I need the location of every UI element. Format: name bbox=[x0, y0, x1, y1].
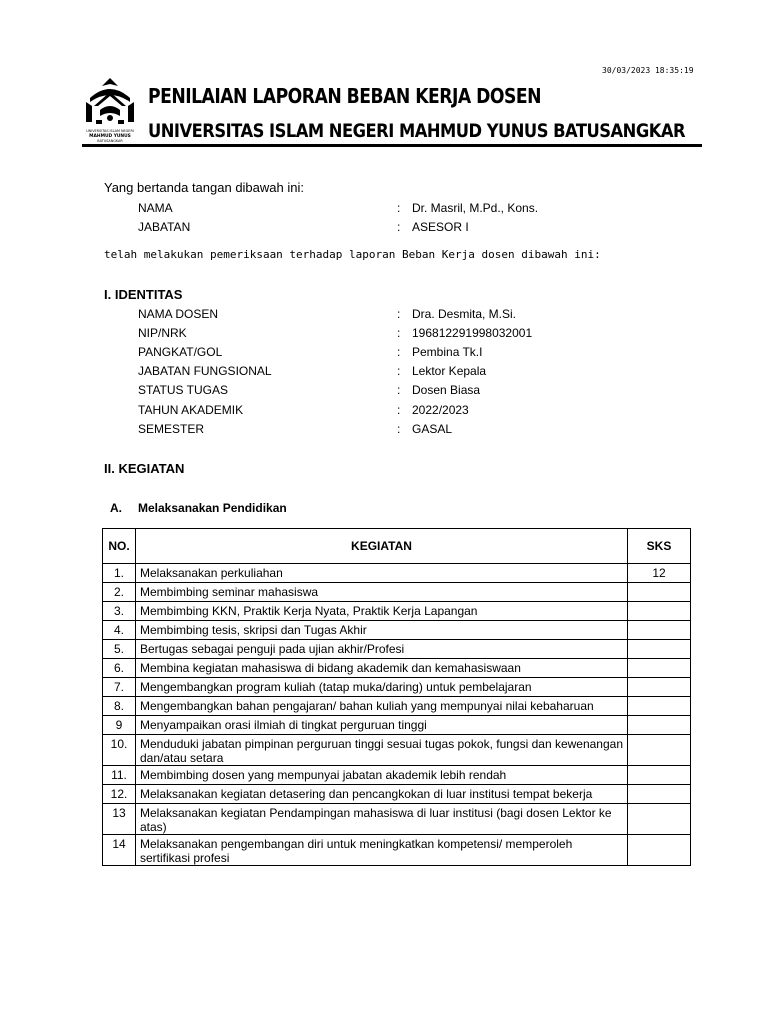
row-number: 12. bbox=[103, 785, 136, 804]
row-number: 9 bbox=[103, 716, 136, 735]
logo-text-line-2: MAHMUD YUNUS bbox=[89, 134, 131, 139]
row-sks bbox=[628, 716, 691, 735]
identitas-heading: I. IDENTITAS bbox=[104, 287, 183, 302]
table-row bbox=[103, 564, 691, 583]
colon: : bbox=[397, 364, 401, 378]
jabatan-fungsional-value: Lektor Kepala bbox=[412, 364, 487, 378]
semester-label: SEMESTER bbox=[138, 422, 205, 436]
colon: : bbox=[397, 307, 401, 321]
row-number: 13 bbox=[103, 804, 136, 835]
row-number: 3. bbox=[103, 602, 136, 621]
signer-name-value: Dr. Masril, M.Pd., Kons. bbox=[412, 201, 539, 215]
institution-name: UNIVERSITAS ISLAM NEGERI MAHMUD YUNUS BATUSANGKAR bbox=[148, 120, 686, 142]
row-number: 5. bbox=[103, 640, 136, 659]
signer-position-label: JABATAN bbox=[138, 220, 191, 234]
table-header-row bbox=[103, 529, 691, 564]
row-number: 4. bbox=[103, 621, 136, 640]
column-header-sks: SKS bbox=[628, 529, 691, 564]
row-number: 1. bbox=[103, 564, 136, 583]
header-divider bbox=[82, 144, 702, 147]
table-row bbox=[103, 659, 691, 678]
row-sks bbox=[628, 804, 691, 835]
row-sks bbox=[628, 785, 691, 804]
table-row bbox=[103, 804, 691, 835]
row-activity: Melaksanakan kegiatan Pendampingan mahasiswa di luar institusi (bagi dosen Lektor ke atas) bbox=[136, 804, 628, 835]
tahun-akademik-label: TAHUN AKADEMIK bbox=[138, 403, 244, 417]
row-activity: Membimbing tesis, skripsi dan Tugas Akhir bbox=[136, 621, 628, 640]
colon: : bbox=[397, 345, 401, 359]
table-row bbox=[103, 785, 691, 804]
row-number: 8. bbox=[103, 697, 136, 716]
statement-text: telah melakukan pemeriksaan terhadap laporan Beban Kerja dosen dibawah ini: bbox=[104, 248, 601, 261]
row-activity: Menduduki jabatan pimpinan perguruan tinggi sesuai tugas pokok, fungsi dan kewenangan dan/atau setara bbox=[136, 735, 628, 766]
row-activity: Membina kegiatan mahasiswa di bidang akademik dan kemahasiswaan bbox=[136, 659, 628, 678]
section-a-letter: A. bbox=[110, 501, 122, 515]
row-activity: Menyampaikan orasi ilmiah di tingkat perguruan tinggi bbox=[136, 716, 628, 735]
colon: : bbox=[397, 383, 401, 397]
row-number: 7. bbox=[103, 678, 136, 697]
kegiatan-heading: II. KEGIATAN bbox=[104, 461, 185, 476]
pangkat-label: PANGKAT/GOL bbox=[138, 345, 223, 359]
kegiatan-table bbox=[102, 528, 691, 866]
row-activity: Melaksanakan kegiatan detasering dan pencangkokan di luar institusi tempat bekerja bbox=[136, 785, 628, 804]
logo-text-line-1: UNIVERSITAS ISLAM NEGERI bbox=[86, 129, 134, 133]
status-tugas-label: STATUS TUGAS bbox=[138, 383, 229, 397]
table-row bbox=[103, 583, 691, 602]
colon: : bbox=[397, 326, 401, 340]
row-number: 10. bbox=[103, 735, 136, 766]
row-sks bbox=[628, 640, 691, 659]
university-logo bbox=[82, 76, 138, 144]
table-row bbox=[103, 716, 691, 735]
document-title: PENILAIAN LAPORAN BEBAN KERJA DOSEN bbox=[148, 84, 542, 108]
logo-text-line-3: BATUSANGKAR bbox=[97, 139, 123, 143]
semester-value: GASAL bbox=[412, 422, 453, 436]
row-number: 2. bbox=[103, 583, 136, 602]
signer-position-value: ASESOR I bbox=[412, 220, 469, 234]
status-tugas-value: Dosen Biasa bbox=[412, 383, 481, 397]
nip-value: 196812291998032001 bbox=[412, 326, 533, 340]
table-row bbox=[103, 766, 691, 785]
nama-dosen-label: NAMA DOSEN bbox=[138, 307, 219, 321]
tahun-akademik-value: 2022/2023 bbox=[412, 403, 469, 417]
row-sks bbox=[628, 678, 691, 697]
row-sks bbox=[628, 735, 691, 766]
signer-name-label: NAMA bbox=[138, 201, 173, 215]
row-sks bbox=[628, 697, 691, 716]
timestamp: 30/03/2023 18:35:19 bbox=[602, 66, 694, 75]
row-number: 14 bbox=[103, 835, 136, 866]
row-sks: 12 bbox=[628, 564, 691, 583]
row-sks bbox=[628, 659, 691, 678]
row-sks bbox=[628, 602, 691, 621]
row-activity: Mengembangkan bahan pengajaran/ bahan kuliah yang mempunyai nilai kebaharuan bbox=[136, 697, 628, 716]
row-activity: Membimbing seminar mahasiswa bbox=[136, 583, 628, 602]
row-activity: Bertugas sebagai penguji pada ujian akhir/Profesi bbox=[136, 640, 628, 659]
table-row bbox=[103, 602, 691, 621]
row-sks bbox=[628, 835, 691, 866]
column-header-no: NO. bbox=[103, 529, 136, 564]
colon: : bbox=[397, 201, 401, 215]
table-row bbox=[103, 735, 691, 766]
nip-label: NIP/NRK bbox=[138, 326, 187, 340]
column-header-kegiatan: KEGIATAN bbox=[136, 529, 628, 564]
table-row bbox=[103, 697, 691, 716]
row-activity: Mengembangkan program kuliah (tatap muka/daring) untuk pembelajaran bbox=[136, 678, 628, 697]
nama-dosen-value: Dra. Desmita, M.Si. bbox=[412, 307, 517, 321]
row-activity: Membimbing dosen yang mempunyai jabatan akademik lebih rendah bbox=[136, 766, 628, 785]
section-a-title: Melaksanakan Pendidikan bbox=[138, 501, 287, 515]
row-number: 11. bbox=[103, 766, 136, 785]
pangkat-value: Pembina Tk.I bbox=[412, 345, 483, 359]
row-sks bbox=[628, 621, 691, 640]
row-sks bbox=[628, 766, 691, 785]
table-row bbox=[103, 678, 691, 697]
jabatan-fungsional-label: JABATAN FUNGSIONAL bbox=[138, 364, 272, 378]
row-number: 6. bbox=[103, 659, 136, 678]
row-sks bbox=[628, 583, 691, 602]
table-row bbox=[103, 835, 691, 866]
colon: : bbox=[397, 422, 401, 436]
signer-intro: Yang bertanda tangan dibawah ini: bbox=[104, 180, 304, 195]
row-activity: Membimbing KKN, Praktik Kerja Nyata, Praktik Kerja Lapangan bbox=[136, 602, 628, 621]
colon: : bbox=[397, 403, 401, 417]
row-activity: Melaksanakan perkuliahan bbox=[136, 564, 628, 583]
row-activity: Melaksanakan pengembangan diri untuk meningkatkan kompetensi/ memperoleh sertifikasi profesi bbox=[136, 835, 628, 866]
table-row bbox=[103, 621, 691, 640]
table-row bbox=[103, 640, 691, 659]
colon: : bbox=[397, 220, 401, 234]
